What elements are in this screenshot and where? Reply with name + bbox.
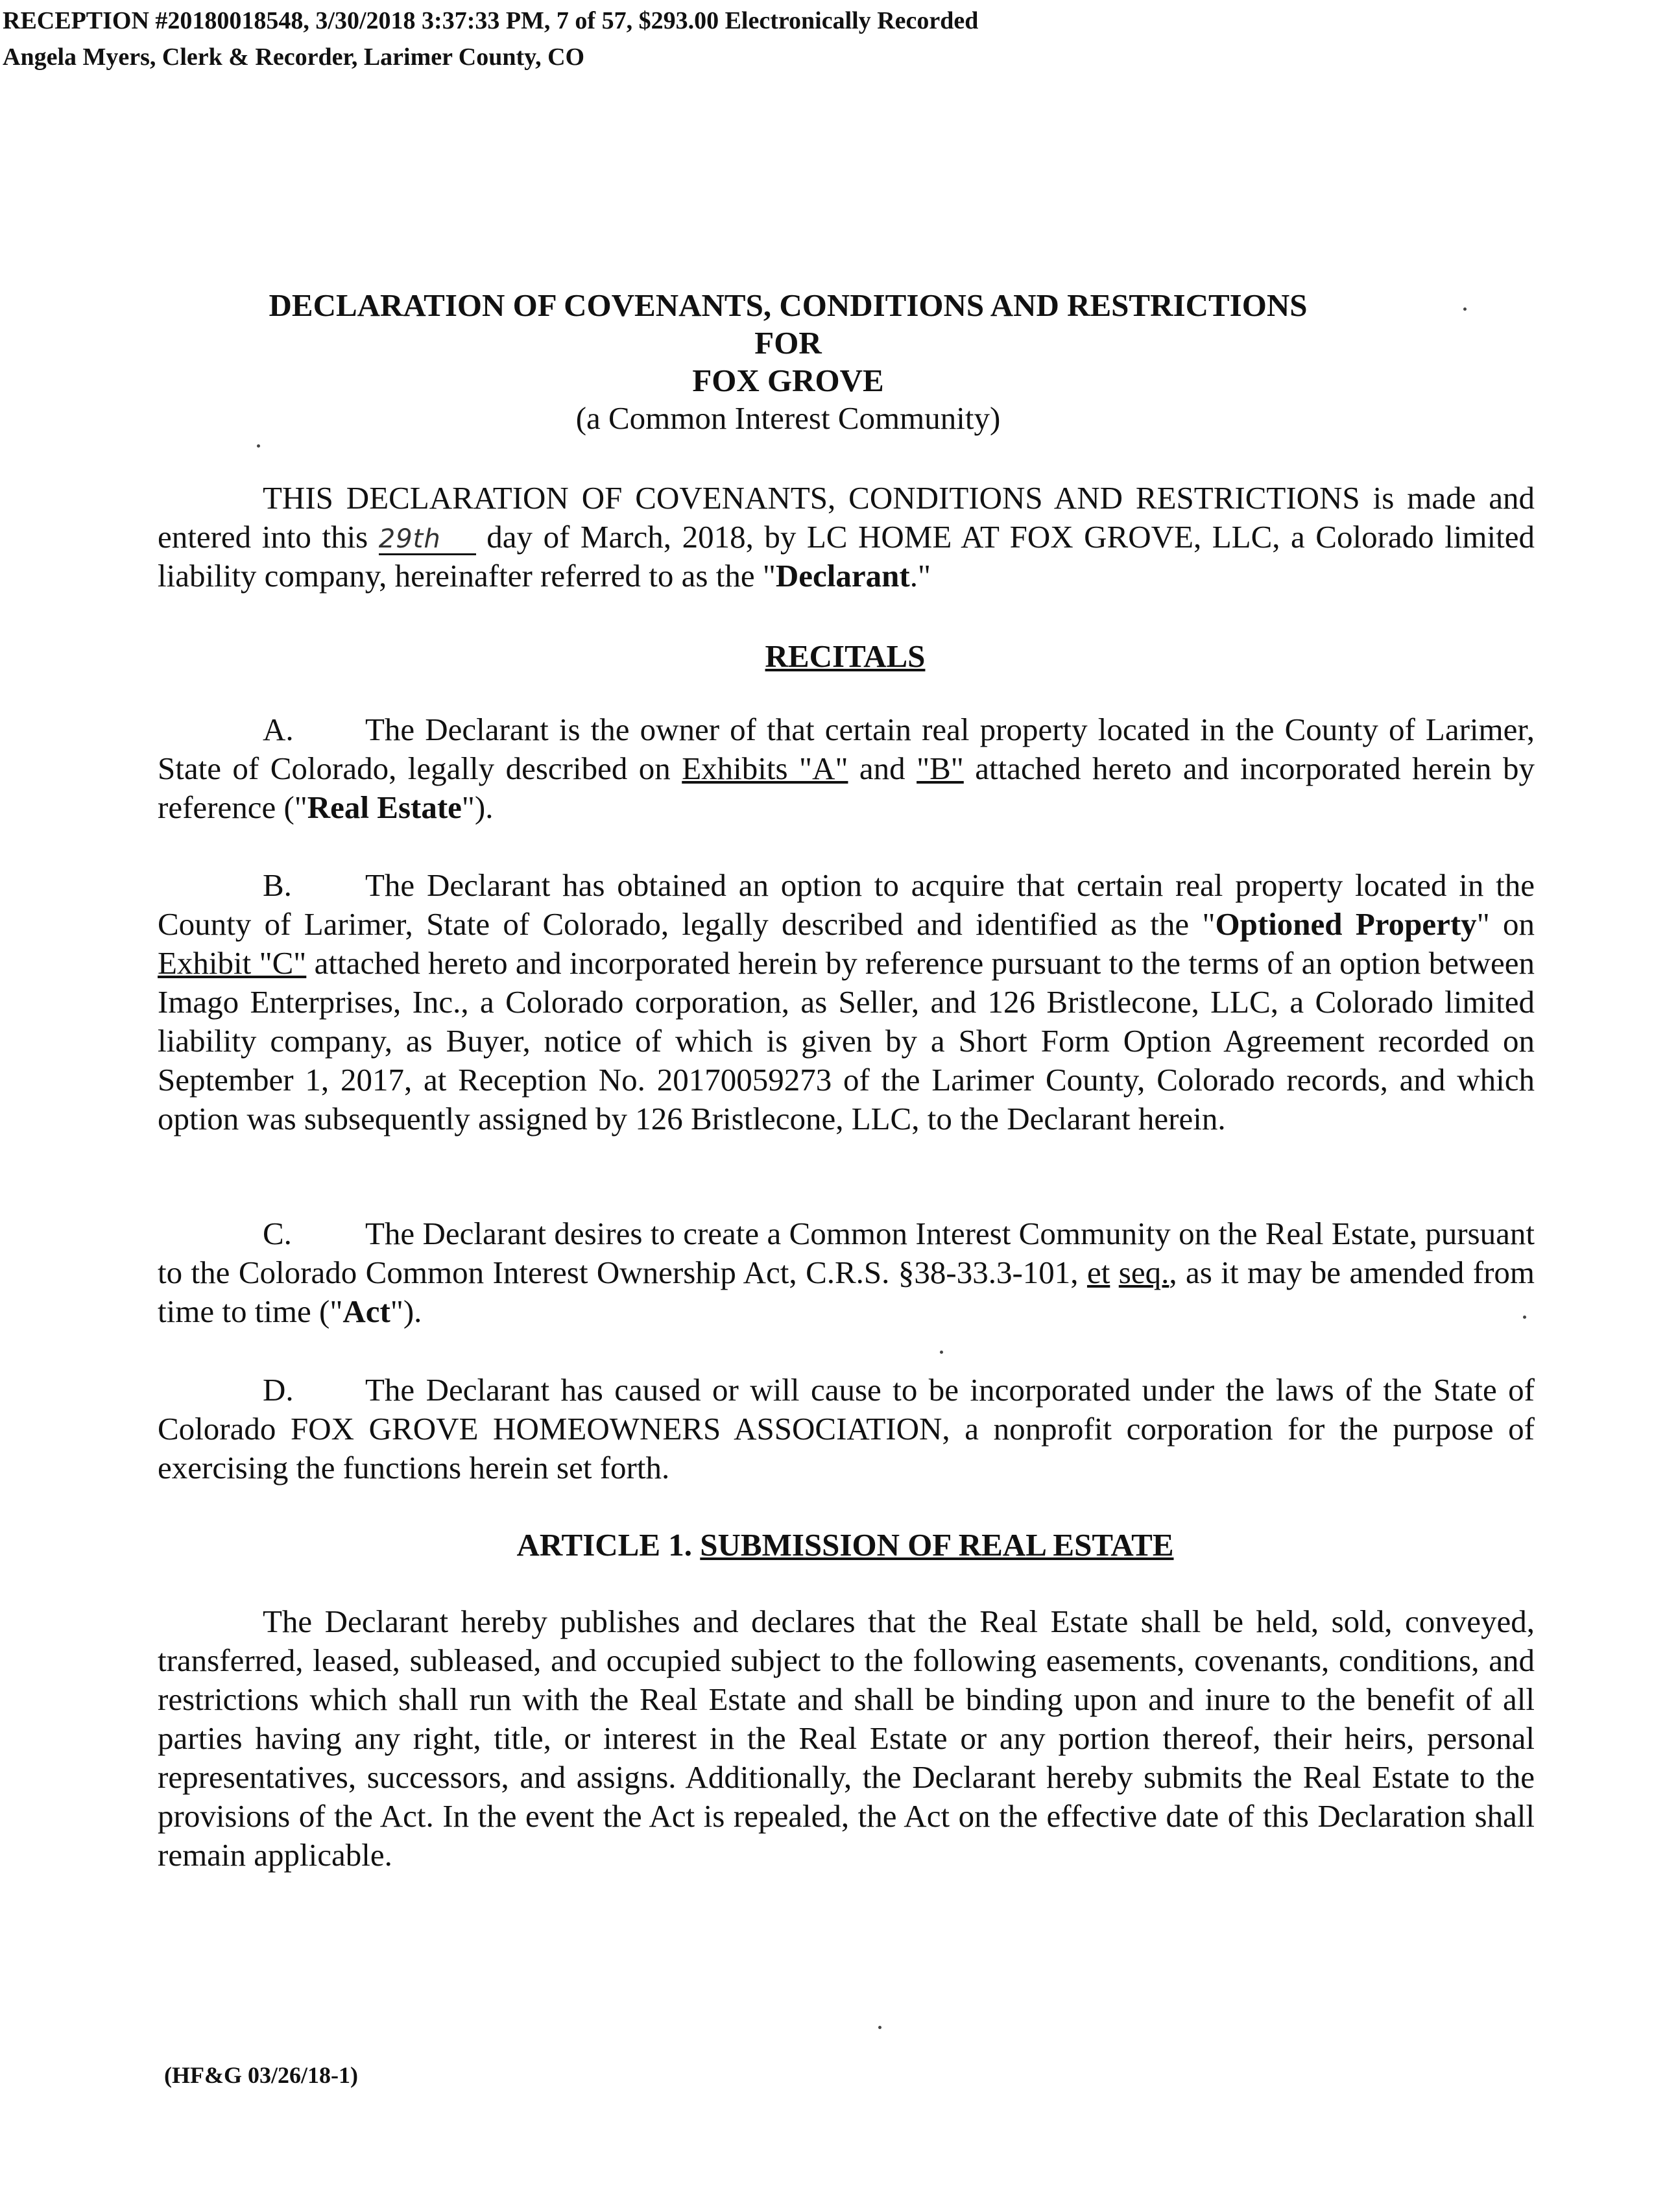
recital-a-text-2: attached hereto and incorporated herein by reference (" bbox=[158, 751, 1535, 825]
scan-speck bbox=[1523, 1316, 1526, 1319]
recital-c bbox=[158, 1214, 1535, 1331]
title-line-1: DECLARATION OF COVENANTS, CONDITIONS AND RESTRICTIONS bbox=[269, 287, 1308, 323]
recital-a-label: A. bbox=[263, 712, 294, 747]
handwritten-day: 29th bbox=[378, 524, 441, 554]
recital-b-text-2: " on bbox=[1476, 906, 1535, 942]
intro-text-2: day of March, 2018, by LC HOME AT FOX GROVE, LLC, a Colorado limited liability company, hereinafter referred to as the " bbox=[158, 519, 1535, 594]
recital-c-text-3: "). bbox=[390, 1293, 422, 1329]
real-estate-term: Real Estate bbox=[307, 789, 462, 825]
recital-b-label: B. bbox=[263, 867, 292, 903]
exhibit-a-link: Exhibits "A" bbox=[682, 751, 848, 786]
recital-b-text-1: The Declarant has obtained an option to acquire that certain real property located in the County of Larimer, State of Colorado, legally described and identified as the " bbox=[158, 867, 1535, 942]
recital-d-text: The Declarant has caused or will cause to be incorporated under the laws of the State of Colorado FOX GROVE HOMEOWNERS ASSOCIATION, a nonprofit corporation for the purpose of exercising the functions herein set forth. bbox=[158, 1372, 1535, 1485]
recording-stamp-line1: RECEPTION #20180018548, 3/30/2018 3:37:33 PM, 7 of 57, $293.00 Electronically Recorded bbox=[3, 7, 979, 34]
scan-speck bbox=[257, 444, 260, 448]
article-1-paragraph: The Declarant hereby publishes and declares that the Real Estate shall be held, sold, conveyed, transferred, leased, subleased, and occupied subject to the following easements, covenants, conditions, and restrictions which shall run with the Real Estate and shall be binding upon and inure to the benefit of all parties having any right, title, or interest in the Real Estate or any portion thereof, their heirs, personal representatives, successors, and assigns. Additionally, the Declarant hereby submits the Real Estate to the provisions of the Act. In the event the Act is repealed, the Act on the effective date of this Declaration shall remain applicable. bbox=[158, 1604, 1535, 1873]
recital-a bbox=[158, 710, 1535, 827]
scan-speck bbox=[878, 2026, 881, 2029]
scan-speck bbox=[1463, 307, 1467, 311]
article-1-title: SUBMISSION OF REAL ESTATE bbox=[700, 1527, 1174, 1563]
article-1-heading bbox=[156, 1526, 1535, 1565]
title-line-2: FOR bbox=[754, 325, 822, 361]
intro-text-1: THIS DECLARATION OF COVENANTS, CONDITIONS AND RESTRICTIONS is made and entered into this bbox=[158, 480, 1535, 555]
document-footer: (HF&G 03/26/18-1) bbox=[164, 2062, 358, 2088]
optioned-property-term: Optioned Property bbox=[1215, 906, 1477, 942]
act-term: Act bbox=[342, 1293, 390, 1329]
document-title bbox=[156, 287, 1420, 437]
title-subtitle: (a Common Interest Community) bbox=[575, 400, 1001, 436]
intro-text-3: ." bbox=[909, 558, 931, 594]
seq-term: seq. bbox=[1118, 1255, 1169, 1290]
recital-a-text-1: The Declarant is the owner of that certain real property located in the County of Larimer, State of Colorado, legally described on bbox=[158, 712, 1535, 786]
recital-d bbox=[158, 1371, 1535, 1487]
recital-c-text-1: The Declarant desires to create a Common Interest Community on the Real Estate, pursuant to the Colorado Common Interest Ownership Act, C.R.S. §38-33.3-101, bbox=[158, 1216, 1535, 1290]
handwritten-day-blank bbox=[379, 523, 476, 555]
exhibit-c-link: Exhibit "C" bbox=[158, 945, 307, 981]
article-1-prefix: ARTICLE 1. bbox=[516, 1527, 701, 1563]
recording-stamp bbox=[3, 3, 978, 75]
recital-c-text-2: , as it may be amended from time to time (" bbox=[158, 1255, 1535, 1329]
scan-speck bbox=[940, 1351, 943, 1354]
recital-c-space bbox=[1110, 1255, 1118, 1290]
et-term: et bbox=[1086, 1255, 1110, 1290]
declarant-term: Declarant bbox=[775, 558, 910, 594]
recital-a-and: and bbox=[848, 751, 917, 786]
recital-a-text-3: "). bbox=[461, 789, 494, 825]
recital-b-text-3: attached hereto and incorporated herein by reference pursuant to the terms of an option between Imago Enterprises, Inc., a Colorado corporation, as Seller, and 126 Bristlecone, LLC, a Colorado limited liability company, as Buyer, notice of which is given by a Short Form Option Agreement recorded on September 1, 2017, at Reception No. 20170059273 of the Larimer County, Colorado records, and which option was subsequently assigned by 126 Bristlecone, LLC, to the Declarant herein. bbox=[158, 945, 1535, 1136]
intro-paragraph bbox=[158, 479, 1535, 595]
title-line-3: FOX GROVE bbox=[692, 363, 884, 398]
recitals-heading: RECITALS bbox=[765, 638, 926, 674]
recording-stamp-line2: Angela Myers, Clerk & Recorder, Larimer County, CO bbox=[3, 43, 585, 71]
exhibit-b-link: "B" bbox=[917, 751, 964, 786]
recital-b bbox=[158, 866, 1535, 1138]
recital-d-label: D. bbox=[263, 1372, 294, 1408]
recital-c-label: C. bbox=[263, 1216, 292, 1251]
